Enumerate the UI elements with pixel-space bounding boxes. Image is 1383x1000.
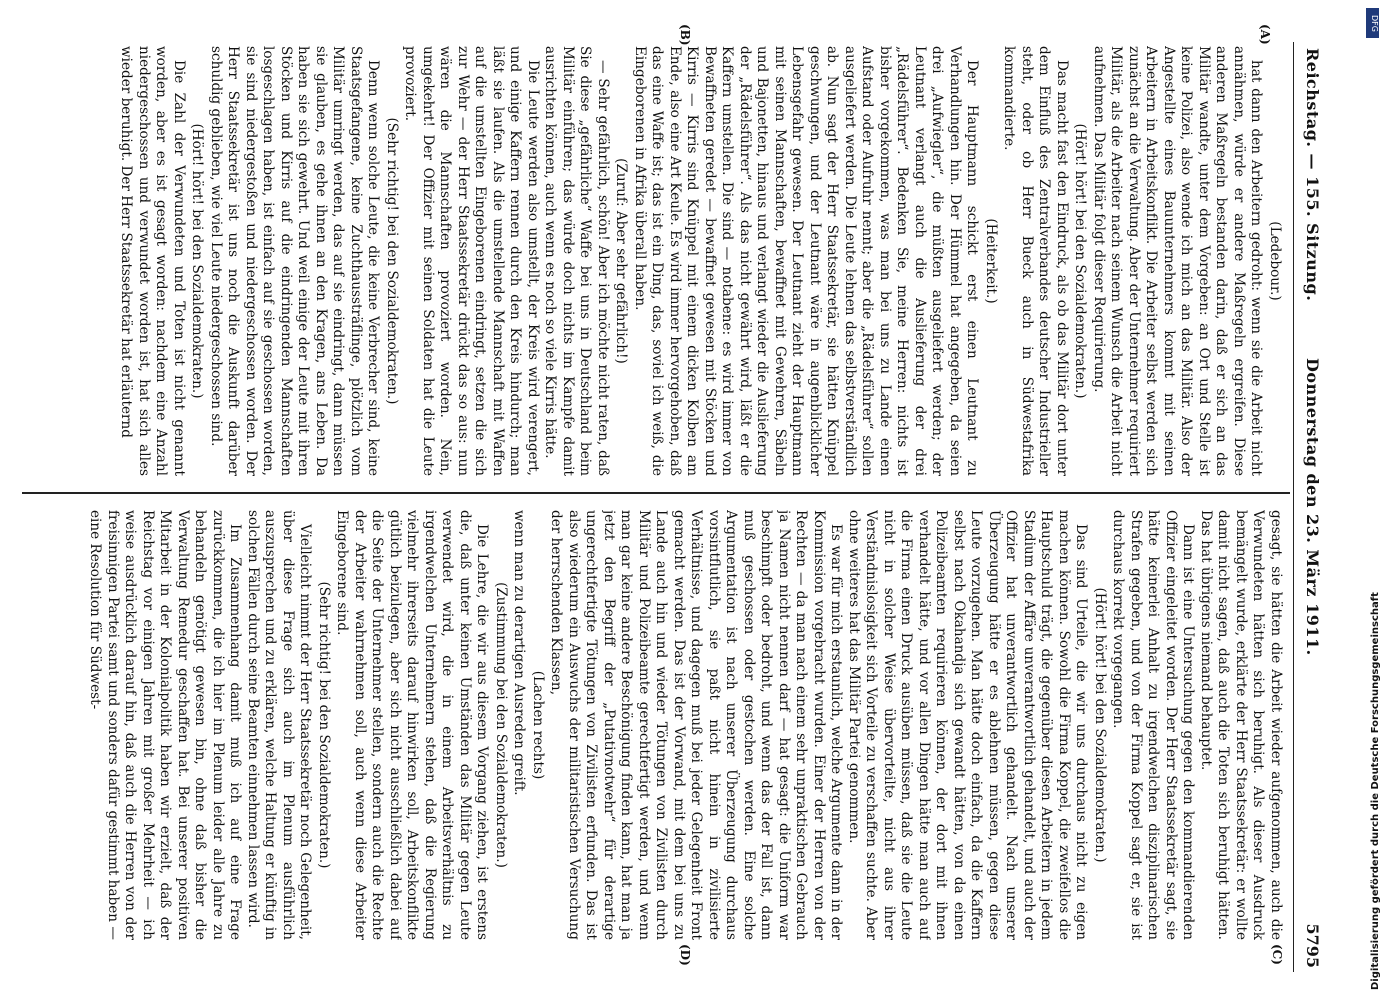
- header-session: Reichstag. — 155. Sitzung.: [1303, 48, 1322, 302]
- text-column-left: [24, 46, 1284, 476]
- interjection: (Hört! hört! bei den Sozialdemokraten.): [189, 123, 206, 399]
- paragraph: Der Hauptmann schickt erst einen Leutnant zu Verhandlungen hin. Der Hümmel hat angegeben, da seien drei „Aufwiegler“, die müßten ausgeliefert werden; der Leutnant verlangt auch die Auslieferung der drei „Rädelsführer“. Bedenken Sie, meine Herren: nichts ist bisher vorgekommen, was man bei uns zu Lande einen Aufstand oder Aufruhr nennt; aber die „Rädelsführer“ sollen ausgeliefert werden. Die Leute lehnen das selbstverständlich ab. Nun sagt der Herr Staatssekretär, sie hätten Knüppel geschwungen, und der Leutnant wäre in augenblicklicher Lebensgefahr gewesen. Der Leutnant zieht der Hauptmann mit seinen Mannschaften, bewaffnet mit Gewehren, Säbeln und Bajonetten, hinaus und verlangt wieder die Auslieferung der „Rädelsführer“. Als das nicht gewährt wird, läßt er die Kaffern umstellen. Die sind — notabene: es wird immer von Bewaffneten geredet — bewaffnet gewesen mit Stöcken und Kirris — Kirris sind Knüppel mit einem dicken Kolben am Ende, also eine Art Keule. Es wird immer hervorgehoben, daß das eine Waffe ist; das ist ein Ding, das, soviel ich weiß, die Eingeborenen in Afrika überall haben.: [632, 46, 981, 476]
- page-number: 5795: [1303, 923, 1322, 968]
- interjection: (Hört! hört! bei den Sozialdemokraten.): [1072, 123, 1089, 399]
- interjection: (Lachen rechts): [530, 670, 546, 780]
- text-column-right: [24, 510, 1284, 940]
- paragraph: hat dann den Arbeitern gedroht: wenn sie die Arbeit nicht annähmen, würde er andere Maßregeln ergreifen. Diese anderen Maßregeln bestanden darin, daß er sich an das Militär wandte, unter dem Vorgeben: an Ort und Stelle ist keine Polizei, also wende ich mich an das Militär. Also der Angestellte eines Bauunternehmers kommt mit seinen Arbeitern in Arbeitskonflikt. Die Arbeiter selbst werden sich zunächst an die Verwaltung. Aber der Unternehmer requiriert Militär, als die Arbeiter nach seinem Wunsch die Arbeit nicht aufnehmen. Das Militär folgt dieser Requirierung.: [1091, 46, 1265, 476]
- interjection: (Zuruf: Aber sehr gefährlich!): [613, 158, 630, 364]
- digitization-credit: Digitalisierung gefördert durch die Deutsche Forschungsgemeinschaft: [1370, 592, 1381, 990]
- paragraph: Es war für mich erstaunlich, welche Argumente dann in der Kommission vorgebracht wurden. Einer der Herren von der Rechten — da man nach einem sehr unpraktischen Gebrauch ja Namen nicht nennen darf — hat gesagt: die Uniform war beschimpft oder bedroht, und wenn das der Fall ist, dann muß geschossen oder gestochen werden. Eine solche Argumentation ist nach unserer Überzeugung durchaus vorsintflutlich, sie paßt nicht hinein in zivilisierte Verhältnisse, und dagegen muß bei jeder Gelegenheit Front gemacht werden. Das ist der Vorwand, mit dem bei uns zu Lande auch hin und wieder Tötungen von Zivilisten durch Militär und Polizeibeamte gerechtfertigt werden, und wenn man gar keine andere Beschönigung finden kann, hat man ja jetzt den Begriff der „Putativnotwehr“ für derartige ungerechtfertigte Tötungen von Zivilisten erfunden. Das ist also wiederum ein Auswuchs der militaristischen Versuchung der herrschenden Klassen,: [548, 510, 845, 940]
- dfg-logo: DFG: [1366, 8, 1379, 38]
- interjection: (Hört! hört! bei den Sozialdemokraten.): [1092, 587, 1108, 863]
- interjection: (Heiterkeit.): [983, 218, 999, 304]
- paragraph: Dann ist eine Untersuchung gegen den kommandierenden Offizier eingeleitet worden. Der Herr Staatssekretär sagt, sie hätte keinerlei Anhalt zu irgendwelchen disziplinarischen Strafen gegeben, und von der Firma Koppel sagt er, sie ist durchaus korrekt vorgegangen.: [1110, 510, 1197, 940]
- column-divider: [22, 492, 1290, 494]
- interjection: (Ledebour.): [1267, 221, 1283, 301]
- interjection: (Sehr richtig! bei den Sozialdemokraten.): [384, 117, 400, 405]
- paragraph: Im Zusammenhang damit muß ich auf eine Frage zurückkommen, die ich hier im Plenum leider alle Jahre zu behandeln genötigt gewesen bin, ohne daß bisher die Verwaltung Remedur geschaffen hat. Bei unserer positiven Mitarbeit in der Kolonialpolitik haben wir erzielt, daß der Reichstag vor einigen Jahren mit großer Mehrheit — ich weise ausdrücklich darauf hin, daß auch die Herren von der freisinnigen Partei samt und sonders dafür gestimmt haben — eine Resolution für Südwest-: [87, 510, 244, 940]
- rotated-page: [2, 18, 1332, 978]
- margin-mark-b: (B): [678, 24, 692, 46]
- paragraph: Die Leute werden also umstellt, der Kreis wird verengert, und einige Kaffern rennen durch den Kreis hindurch; man läßt sie laufen. Als die umstellende Mannschaft mit Waffen auf die umstellten Eingeborenen eindringt, setzen die sich zur Wehr — der Herr Staatssekretär drückt das so aus: nun wären die Mannschaften provoziert worden. Nein, umgekehrt! Der Offizier mit seinen Soldaten hat die Leute provoziert.: [402, 46, 541, 476]
- page-header: [1296, 48, 1322, 968]
- paragraph: Denn wenn solche Leute, die keine Verbrecher sind, keine Staatsgefangene, keine Zuchthaussträflinge, plötzlich vom Militär umringt werden, das auf sie eindringt, dann müssen sie glauben, es gehe ihnen an den Kragen, ans Leben. Da haben sie sich gewehrt. Und weil einige der Leute mit ihren Stöcken und Kirris auf die eindringenden Mannschaften losgeschlagen haben, ist einfach auf sie geschossen worden, sie sind niedergestoßen und niedergeschossen worden. Der Herr Staatssekretär ist uns noch die Auskunft darüber schuldig geblieben, wie viel Leute niedergeschossen sind.: [208, 46, 382, 476]
- paragraph: Die Lehre, die wir aus diesem Vorgang ziehen, ist erstens die, daß unter keinen Umständen das Militär gegen Leute verwendet wird, die in einem Arbeitsverhältnis zu irgendwelchen Unternehmern stehen, daß die Regierung vielmehr ihrerseits darauf hinwirken soll, Arbeitskonflikte gütlich beizulegen, aber sich nicht ausschließlich dabei auf die Seite der Unternehmer stellen, sondern auch die Rechte der Arbeiter wahrnehmen soll, auch wenn diese Arbeiter Eingeborene sind.: [334, 510, 491, 940]
- paragraph: wenn man zu derartigen Ausreden greift.: [511, 510, 528, 796]
- paragraph: Vielleicht nimmt der Herr Staatssekretär noch Gelegenheit, über diese Frage sich auch im Plenum ausführlich auszusprechen und zu erklären, welche Haltung er künftig in solchen Fällen durch seine Beamten einnehmen lassen wird.: [245, 510, 314, 940]
- header-date: Donnerstag den 23. März 1911.: [1303, 358, 1322, 656]
- paragraph: Das sind Urteile, die wir uns durchaus nicht zu eigen machen können. Sowohl die Firma Koppel, die zweifellos die Hauptschuld trägt, die gegenüber diesen Arbeitern in jedem Stadium der Affäre unverantwortlich gehandelt, und auch der Offizier hat unverantwortlich gehandelt. Nach unserer Überzeugung hätte er es ablehnen müssen, gegen diese Leute vorzugehen. Man hätte doch einfach, da die Kaffern selbst nach Okahandja sich gewandt hätten, von da einen Polizeibeamten requirieren können, der dort mit ihnen verhandelt hätte, und vor allen Dingen hätte man auch auf die Firma einen Druck ausüben müssen, daß sie die Leute nicht in solcher Weise übervorteilte, nicht aus ihrer Verständnislosigkeit sich Vorteile zu verschaffen suchte. Aber ohne weiteres hat das Militär Partei genommen.: [846, 510, 1090, 940]
- interjection: (Sehr richtig! bei den Sozialdemokraten.): [316, 581, 332, 869]
- header-rule: [1293, 42, 1294, 972]
- margin-mark-a: (A): [1258, 24, 1272, 45]
- margin-mark-d: (D): [678, 944, 692, 966]
- interjection: (Zustimmung bei den Sozialdemokraten.): [493, 582, 509, 868]
- margin-mark-c: (C): [1270, 944, 1284, 965]
- credit-strip: [1368, 0, 1383, 1000]
- paragraph: — Sehr gefährlich, schön! Aber ich möchte nicht raten, daß Sie diese „gefährliche“ Waffe bei uns in Deutschland beim Militär einführen; das würde doch nichts im Kampfe damit ausrichten können, auch wenn es noch so viele Kirris hätte.: [542, 46, 611, 476]
- paragraph: Die Zahl der Verwundeten und Toten ist nicht genannt worden, aber es ist gesagt worden: nachdem eine Anzahl niedergeschossen und verwundet worden ist, hat sich alles wieder beruhigt. Der Herr Staatssekretär hat erläuternd: [118, 46, 187, 476]
- paragraph: Das macht fast den Eindruck, als ob das Militär dort unter dem Einfluß des Zentralverbandes deutscher Industrieller steht, oder ob Herr Bueck auch in Südwestafrika kommandierte.: [1001, 46, 1070, 476]
- paragraph: gesagt, sie hätten die Arbeit wieder aufgenommen, auch die Verwundeten hätten sich beruhigt. Als dieser Ausdruck bemängelt wurde, erklärte der Herr Staatssekretär: er wollte damit nicht sagen, daß auch die Toten sich beruhigt hätten. Das hat übrigens niemand behauptet.: [1198, 510, 1284, 940]
